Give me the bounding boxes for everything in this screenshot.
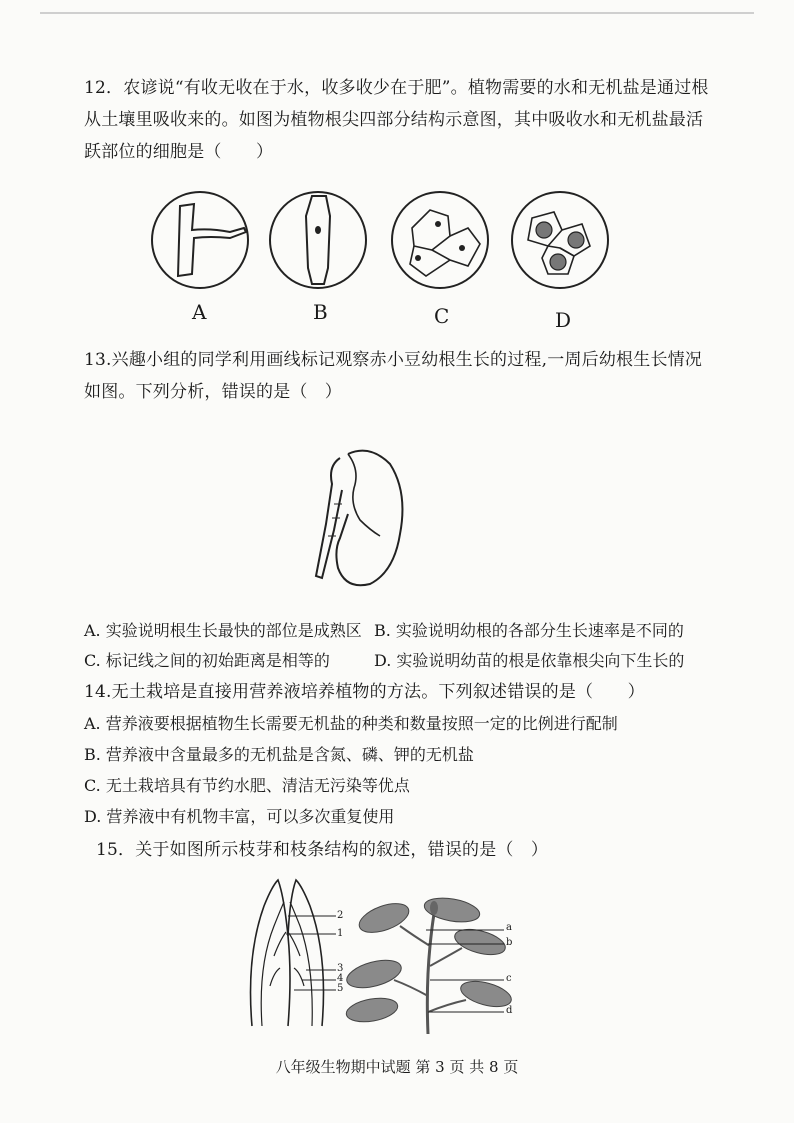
bud-section-figure	[244, 876, 354, 1036]
branch-label-d: d	[506, 1005, 513, 1016]
question-15-text: 15．关于如图所示枝芽和枝条结构的叙述，错误的是（ ）	[96, 840, 549, 860]
root-hair-cell-diagram	[152, 192, 248, 288]
branch-label-a: a	[506, 922, 512, 933]
elongation-cell-diagram	[270, 192, 366, 288]
bud-label-5: 5	[337, 983, 344, 994]
page-footer: 八年级生物期中试题 第 3 页 共 8 页	[275, 1058, 519, 1076]
figure-label-d: D	[555, 308, 572, 332]
bean-seedling-figure	[300, 444, 410, 594]
question-13-option-b: B. 实验说明幼根的各部分生长速率是不同的	[374, 621, 684, 640]
question-14-text: 14.无土栽培是直接用营养液培养植物的方法。下列叙述错误的是（ ）	[84, 682, 645, 702]
bud-label-4: 4	[337, 973, 344, 984]
meristem-cell-diagram	[512, 192, 608, 288]
bud-label-1: 1	[337, 928, 344, 939]
question-12-text: 12．农谚说“有收无收在于水，收多收少在于肥”。植物需要的水和无机盐是通过根从土壤里吸收来的。如图为植物根尖四部分结构示意图，其中吸收水和无机盐最活跃部位的细胞是（ ）	[84, 78, 709, 162]
bud-label-2: 2	[337, 910, 344, 921]
question-12-figure	[150, 188, 620, 313]
branch-label-c: c	[506, 973, 512, 984]
branch-figure	[344, 886, 514, 1036]
question-14-option-a: A. 营养液要根据植物生长需要无机盐的种类和数量按照一定的比例进行配制	[84, 714, 618, 733]
question-14-option-b: B. 营养液中含量最多的无机盐是含氮、磷、钾的无机盐	[84, 745, 474, 764]
question-13-option-d: D. 实验说明幼苗的根是依靠根尖向下生长的	[374, 651, 685, 670]
question-14-option-d: D. 营养液中有机物丰富，可以多次重复使用	[84, 807, 395, 826]
question-13-text: 13.兴趣小组的同学利用画线标记观察赤小豆幼根生长的过程,一周后幼根生长情况如图。下列分析，错误的是（ ）	[84, 350, 703, 402]
question-13-option-c: C. 标记线之间的初始距离是相等的	[84, 651, 330, 670]
figure-label-b: B	[313, 300, 328, 324]
page-top-rule	[40, 12, 754, 14]
root-cap-cell-diagram	[392, 192, 488, 288]
figure-label-c: C	[434, 304, 450, 328]
question-14-option-c: C. 无土栽培具有节约水肥、清洁无污染等优点	[84, 776, 410, 795]
branch-label-b: b	[506, 937, 513, 948]
figure-label-a: A	[192, 300, 207, 324]
question-13-option-a: A. 实验说明根生长最快的部位是成熟区	[84, 621, 362, 640]
bud-label-3: 3	[337, 963, 344, 974]
